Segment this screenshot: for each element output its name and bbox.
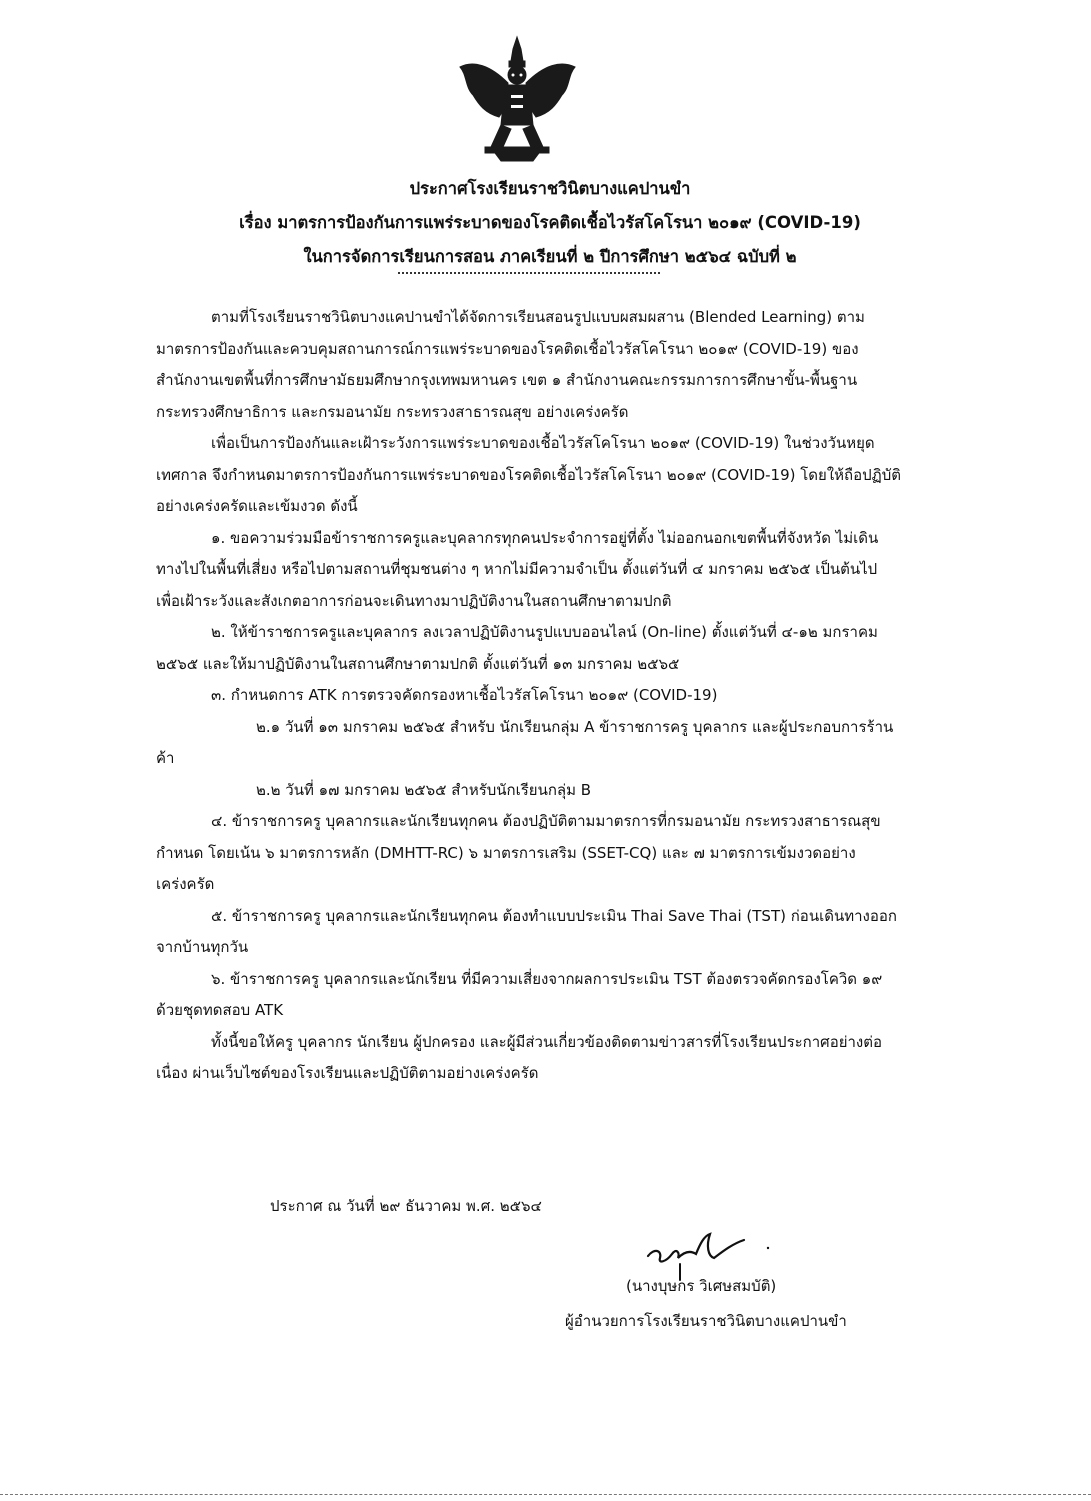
header-subject: เรื่อง มาตรการป้องกันการแพร่ระบาดของโรคติดเชื้อไวรัสโคโรนา ๒๐๑๙ (COVID-19) <box>239 213 861 232</box>
paragraph-closing: ทั้งนี้ขอให้ครู บุคลากร นักเรียน ผู้ปกครอง และผู้มีส่วนเกี่ยวข้องติดตามข่าวสารที่โรงเรียนประกาศอย่างต่อเนื่อง ผ่านเว็บไซต์ของโรงเรียนและปฏิบัติตามอย่างเคร่งครัด <box>156 1032 883 1082</box>
announcement-body <box>156 302 901 1090</box>
measure-item-3-1: ๒.๑ วันที่ ๑๓ มกราคม ๒๕๖๕ สำหรับ นักเรียนกลุ่ม A ข้าราชการครู บุคลากร และผู้ประกอบการร้านค้า <box>156 717 894 767</box>
announcement-date: ประกาศ ณ วันที่ ๒๙ ธันวาคม พ.ศ. ๒๕๖๔ <box>270 1197 542 1215</box>
measure-item-1: ๑. ขอความร่วมมือข้าราชการครูและบุคลากรทุกคนประจำการอยู่ที่ตั้ง ไม่ออกนอกเขตพื้นที่จังหวัด ไม่เดินทางไปในพื้นที่เสี่ยง หรือไปตามสถานที่ชุมชนต่าง ๆ หากไม่มีความจำเป็น ตั้งแต่วันที่ ๔ มกราคม ๒๕๖๕ เป็นต้นไป เพื่อเฝ้าระวังและสังเกตอาการก่อนจะเดินทางมาปฏิบัติงานในสถานศึกษาตามปกติ <box>156 528 879 610</box>
measure-item-5: ๕. ข้าราชการครู บุคลากรและนักเรียนทุกคน ต้องทำแบบประเมิน Thai Save Thai (TST) ก่อนเดินทางออกจากบ้านทุกวัน <box>156 906 897 956</box>
signer-name: (นางบุษกร วิเศษสมบัติ) <box>626 1277 777 1295</box>
dotted-divider <box>398 272 660 274</box>
garuda-emblem-icon <box>455 35 580 165</box>
measure-item-3-2: ๒.๒ วันที่ ๑๗ มกราคม ๒๕๖๕ สำหรับนักเรียนกลุ่ม B <box>256 780 592 799</box>
header-subject-detail: ในการจัดการเรียนการสอน ภาคเรียนที่ ๒ ปีการศึกษา ๒๕๖๔ ฉบับที่ ๒ <box>303 247 797 266</box>
header-title: ประกาศโรงเรียนราชวินิตบางแคปานขำ <box>409 179 691 198</box>
measure-item-6: ๖. ข้าราชการครู บุคลากรและนักเรียน ที่มีความเสี่ยงจากผลการประเมิน TST ต้องตรวจคัดกรองโควิด ๑๙ ด้วยชุดทดสอบ ATK <box>156 969 883 1019</box>
paragraph-purpose: เพื่อเป็นการป้องกันและเฝ้าระวังการแพร่ระบาดของเชื้อไวรัสโคโรนา ๒๐๑๙ (COVID-19) ในช่วงวันหยุดเทศกาล จึงกำหนดมาตรการป้องกันการแพร่ระบาดของโรคติดเชื้อไวรัสโคโรนา ๒๐๑๙ (COVID-19) โดยให้ถือปฏิบัติอย่างเคร่งครัดและเข้มงวด ดังนี้ <box>156 434 901 515</box>
paragraph-intro: ตามที่โรงเรียนราชวินิตบางแคปานขำได้จัดการเรียนสอนรูปแบบผสมผสาน (Blended Learning) ตามมาตรการป้องกันและควบคุมสถานการณ์การแพร่ระบาดของโรคติดเชื้อไวรัสโคโรนา ๒๐๑๙ (COVID-19) ของสำนักงานเขตพื้นที่การศึกษามัธยมศึกษากรุงเทพมหานคร เขต ๑ สำนักงานคณะกรรมการการศึกษาขั้น-พื้นฐาน กระทรวงศึกษาธิการ และกรมอนามัย กระทรวงสาธารณสุข อย่างเคร่งครัด <box>156 308 865 421</box>
measure-item-3: ๓. กำหนดการ ATK การตรวจคัดกรองหาเชื้อไวรัสโคโรนา ๒๐๑๙ (COVID-19) <box>211 686 718 704</box>
measure-item-2: ๒. ให้ข้าราชการครูและบุคลากร ลงเวลาปฏิบัติงานรูปแบบออนไลน์ (On-line) ตั้งแต่วันที่ ๔-๑๒ มกราคม ๒๕๖๕ และให้มาปฏิบัติงานในสถานศึกษาตามปกติ ตั้งแต่วันที่ ๑๓ มกราคม ๒๕๖๕ <box>156 623 878 673</box>
page-bottom-edge <box>0 1494 1091 1495</box>
measure-item-4: ๔. ข้าราชการครู บุคลากรและนักเรียนทุกคน ต้องปฏิบัติตามมาตรการที่กรมอนามัย กระทรวงสาธารณสุขกำหนด โดยเน้น ๖ มาตรการหลัก (DMHTT-RC) ๖ มาตรการเสริม (SSET-CQ) และ ๗ มาตรการเข้มงวดอย่างเคร่งครัด <box>156 812 881 893</box>
announcement-header <box>120 172 980 274</box>
signer-title: ผู้อำนวยการโรงเรียนราชวินิตบางแคปานขำ <box>565 1312 847 1330</box>
